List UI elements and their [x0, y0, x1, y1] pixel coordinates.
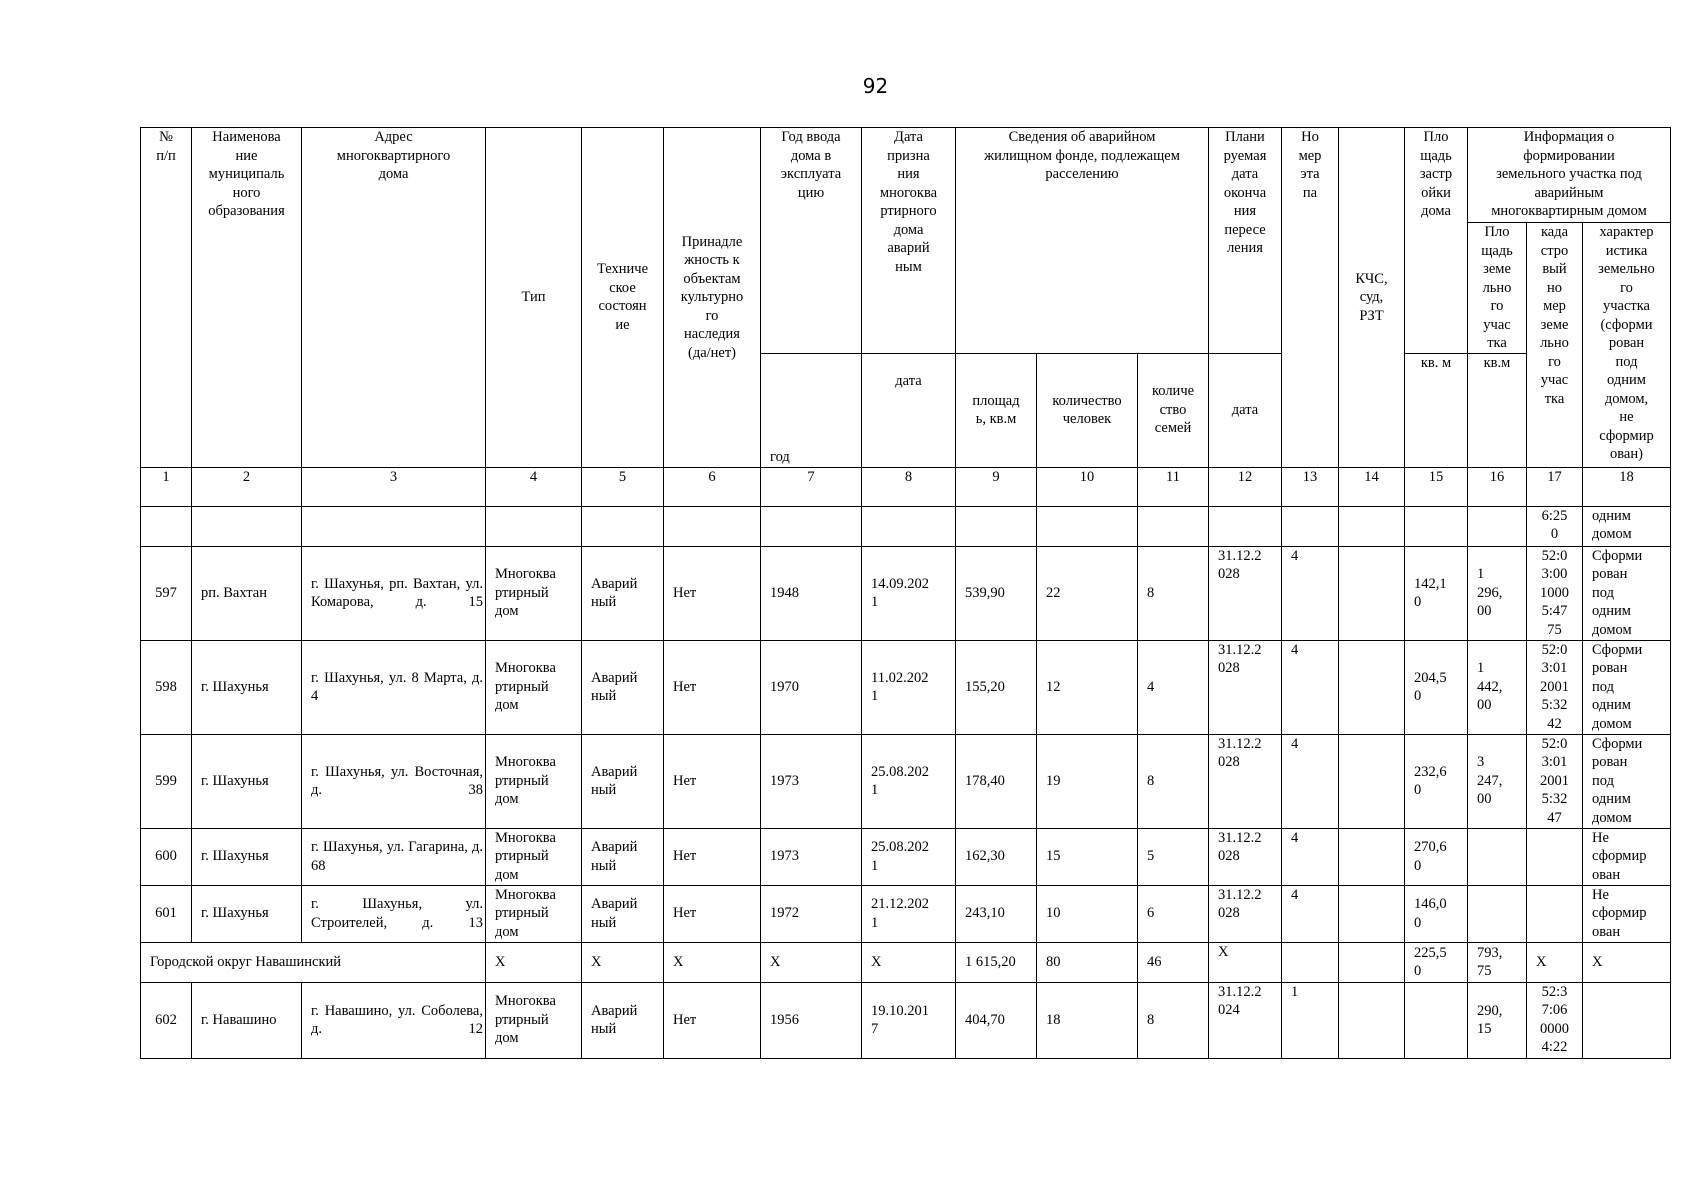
cadastral-number: 52:0 3:01 2001 5:32 47: [1527, 734, 1583, 828]
heritage: Нет: [664, 546, 761, 640]
land-characteristic: Сформи рован под одним домом: [1583, 546, 1671, 640]
land-area: 1 296, 00: [1468, 546, 1527, 640]
address: г. Навашино, ул. Соболева, д. 12: [302, 982, 486, 1058]
column-number: 7: [761, 467, 862, 506]
address: г. Шахунья, рп. Вахтан, ул. Комарова, д. 15: [302, 546, 486, 640]
header-planned-date-sub: дата: [1209, 353, 1282, 467]
technical-state: Аварий ный: [582, 734, 664, 828]
building-area: 146,0 0: [1405, 885, 1468, 942]
table-row: [141, 506, 1671, 546]
emergency-area: 539,90: [956, 546, 1037, 640]
stage-number: 1: [1282, 982, 1339, 1058]
commission-year: 1973: [761, 734, 862, 828]
building-area: 204,5 0: [1405, 640, 1468, 734]
column-number: 3: [302, 467, 486, 506]
header-people-sub: количество человек: [1037, 353, 1138, 467]
header-address: Адрес многоквартирного дома: [302, 128, 486, 468]
cadastral-number: 52:0 3:01 2001 5:32 42: [1527, 640, 1583, 734]
land-characteristic: Сформи рован под одним домом: [1583, 734, 1671, 828]
header-type: Тип: [486, 128, 582, 468]
column-number: 10: [1037, 467, 1138, 506]
land-characteristic-continuation: одним домом: [1583, 506, 1671, 546]
subtotal-label: Городской округ Навашинский: [141, 942, 486, 982]
building-area: 232,6 0: [1405, 734, 1468, 828]
municipality: г. Шахунья: [192, 828, 302, 885]
row-number: 599: [141, 734, 192, 828]
land-area: 3 247, 00: [1468, 734, 1527, 828]
address: г. Шахунья, ул. Строителей, д. 13: [302, 885, 486, 942]
address: г. Шахунья, ул. Гагарина, д. 68: [302, 828, 486, 885]
kchs: [1339, 828, 1405, 885]
table-row: [141, 982, 1671, 1058]
land-characteristic: Сформи рован под одним домом: [1583, 640, 1671, 734]
column-number: 1: [141, 467, 192, 506]
people-count: 15: [1037, 828, 1138, 885]
commission-year: 1970: [761, 640, 862, 734]
land-area: 290, 15: [1468, 982, 1527, 1058]
address: г. Шахунья, ул. Восточная, д. 38: [302, 734, 486, 828]
stage-number: 4: [1282, 734, 1339, 828]
emergency-area: 155,20: [956, 640, 1037, 734]
column-number: 6: [664, 467, 761, 506]
header-technical-state: Техниче ское состоян ие: [582, 128, 664, 468]
family-count: 8: [1138, 546, 1209, 640]
municipality: г. Навашино: [192, 982, 302, 1058]
header-heritage: Принадле жность к объектам культурно го наследия (да/нет): [664, 128, 761, 468]
header-date-sub: дата: [862, 353, 956, 467]
emergency-date: 19.10.201 7: [862, 982, 956, 1058]
planned-date: 31.12.2 028: [1209, 828, 1282, 885]
emergency-date: 14.09.202 1: [862, 546, 956, 640]
technical-state: Аварий ный: [582, 828, 664, 885]
kchs: [1339, 640, 1405, 734]
emergency-date: 21.12.202 1: [862, 885, 956, 942]
municipality: г. Шахунья: [192, 734, 302, 828]
address: г. Шахунья, ул. 8 Марта, д. 4: [302, 640, 486, 734]
kchs: [1339, 734, 1405, 828]
technical-state: Аварий ный: [582, 546, 664, 640]
kchs: [1339, 982, 1405, 1058]
table-row: [141, 828, 1671, 885]
table-row: [141, 546, 1671, 640]
subtotal-area: 1 615,20: [956, 942, 1037, 982]
column-number: 9: [956, 467, 1037, 506]
header-stage: Но мер эта па: [1282, 128, 1339, 468]
subtotal-cell: Х: [582, 942, 664, 982]
land-characteristic: [1583, 982, 1671, 1058]
column-number: 15: [1405, 467, 1468, 506]
column-number: 13: [1282, 467, 1339, 506]
column-number: 2: [192, 467, 302, 506]
subtotal-cell: Х: [862, 942, 956, 982]
family-count: 5: [1138, 828, 1209, 885]
family-count: 8: [1138, 982, 1209, 1058]
stage-number: 4: [1282, 885, 1339, 942]
header-building-area-unit: кв. м: [1405, 353, 1468, 467]
emergency-date: 25.08.202 1: [862, 828, 956, 885]
header-emergency-date: Дата призна ния многоква ртирного дома аварий ным: [862, 128, 956, 354]
column-number: 5: [582, 467, 664, 506]
header-year-sub: год: [761, 353, 862, 467]
emergency-date: 25.08.202 1: [862, 734, 956, 828]
subtotal-land-characteristic: Х: [1583, 942, 1671, 982]
commission-year: 1956: [761, 982, 862, 1058]
planned-date: 31.12.2 028: [1209, 734, 1282, 828]
header-land-characteristic: характер истика земельно го участка (сформи рован под одним домом, не сформир ован): [1583, 223, 1671, 468]
subtotal-row: [141, 942, 1671, 982]
cadastral-number: [1527, 885, 1583, 942]
emergency-area: 404,70: [956, 982, 1037, 1058]
table-row: [141, 734, 1671, 828]
house-type: Многоква ртирный дом: [486, 885, 582, 942]
land-area: 1 442, 00: [1468, 640, 1527, 734]
table-row: [141, 640, 1671, 734]
header-land-info: Информация о формировании земельного участка под аварийным многоквартирным домом: [1468, 128, 1671, 223]
emergency-date: 11.02.202 1: [862, 640, 956, 734]
header-planned-date: Плани руемая дата оконча ния пересе ления: [1209, 128, 1282, 354]
house-type: Многоква ртирный дом: [486, 546, 582, 640]
emergency-area: 243,10: [956, 885, 1037, 942]
kchs: [1339, 546, 1405, 640]
people-count: 22: [1037, 546, 1138, 640]
header-commission-year: Год ввода дома в эксплуата цию: [761, 128, 862, 354]
stage-number: 4: [1282, 546, 1339, 640]
subtotal-cell: Х: [486, 942, 582, 982]
people-count: 12: [1037, 640, 1138, 734]
column-number: 11: [1138, 467, 1209, 506]
header-number: № п/п: [141, 128, 192, 468]
people-count: 19: [1037, 734, 1138, 828]
row-number: 598: [141, 640, 192, 734]
building-area: [1405, 982, 1468, 1058]
commission-year: 1972: [761, 885, 862, 942]
planned-date: 31.12.2 028: [1209, 546, 1282, 640]
heritage: Нет: [664, 734, 761, 828]
table-row: [141, 885, 1671, 942]
house-type: Многоква ртирный дом: [486, 640, 582, 734]
municipality: г. Шахунья: [192, 885, 302, 942]
column-number: 12: [1209, 467, 1282, 506]
building-area: 142,1 0: [1405, 546, 1468, 640]
emergency-area: 178,40: [956, 734, 1037, 828]
header-cadastral: када стро вый но мер земе льно го учас тка: [1527, 223, 1583, 468]
family-count: 4: [1138, 640, 1209, 734]
building-area: 270,6 0: [1405, 828, 1468, 885]
planned-date: 31.12.2 028: [1209, 640, 1282, 734]
heritage: Нет: [664, 828, 761, 885]
cadastral-number: [1527, 828, 1583, 885]
column-number: 14: [1339, 467, 1405, 506]
header-area-sub: площад ь, кв.м: [956, 353, 1037, 467]
technical-state: Аварий ный: [582, 885, 664, 942]
subtotal-cadastral: Х: [1527, 942, 1583, 982]
cadastral-number: 52:3 7:06 0000 4:22: [1527, 982, 1583, 1058]
technical-state: Аварий ный: [582, 640, 664, 734]
house-type: Многоква ртирный дом: [486, 982, 582, 1058]
row-number: 601: [141, 885, 192, 942]
heritage: Нет: [664, 982, 761, 1058]
column-number: 17: [1527, 467, 1583, 506]
family-count: 6: [1138, 885, 1209, 942]
family-count: 8: [1138, 734, 1209, 828]
people-count: 18: [1037, 982, 1138, 1058]
column-number: 18: [1583, 467, 1671, 506]
subtotal-land-area: 793, 75: [1468, 942, 1527, 982]
land-area: [1468, 828, 1527, 885]
row-number: 600: [141, 828, 192, 885]
municipality: г. Шахунья: [192, 640, 302, 734]
row-number: 597: [141, 546, 192, 640]
commission-year: 1948: [761, 546, 862, 640]
emergency-area: 162,30: [956, 828, 1037, 885]
kchs: [1339, 885, 1405, 942]
subtotal-families: 46: [1138, 942, 1209, 982]
stage-number: 4: [1282, 640, 1339, 734]
heritage: Нет: [664, 885, 761, 942]
row-number: 602: [141, 982, 192, 1058]
header-municipality: Наименова ние муниципаль ного образования: [192, 128, 302, 468]
subtotal-cell: Х: [664, 942, 761, 982]
column-number: 8: [862, 467, 956, 506]
subtotal-people: 80: [1037, 942, 1138, 982]
house-type: Многоква ртирный дом: [486, 828, 582, 885]
emergency-housing-table: [140, 127, 1671, 1059]
people-count: 10: [1037, 885, 1138, 942]
column-number: 16: [1468, 467, 1527, 506]
subtotal-planned-date: Х: [1209, 942, 1282, 982]
subtotal-cell: Х: [761, 942, 862, 982]
planned-date: 31.12.2 024: [1209, 982, 1282, 1058]
page-number: 92: [862, 74, 889, 98]
cadastral-number: 52:0 3:00 1000 5:47 75: [1527, 546, 1583, 640]
land-area: [1468, 885, 1527, 942]
stage-number: 4: [1282, 828, 1339, 885]
land-characteristic: Не сформир ован: [1583, 828, 1671, 885]
header-kchs: КЧС, суд, РЗТ: [1339, 128, 1405, 468]
heritage: Нет: [664, 640, 761, 734]
land-characteristic: Не сформир ован: [1583, 885, 1671, 942]
header-emergency-fund: Сведения об аварийном жилищном фонде, подлежащем расселению: [956, 128, 1209, 354]
header-land-area: Пло щадь земе льно го учас тка: [1468, 223, 1527, 354]
header-land-area-unit: кв.м: [1468, 353, 1527, 467]
municipality: рп. Вахтан: [192, 546, 302, 640]
commission-year: 1973: [761, 828, 862, 885]
column-number: 4: [486, 467, 582, 506]
cadastral-continuation: 6:25 0: [1527, 506, 1583, 546]
header-building-area: Пло щадь застр ойки дома: [1405, 128, 1468, 354]
house-type: Многоква ртирный дом: [486, 734, 582, 828]
header-families-sub: количе ство семей: [1138, 353, 1209, 467]
subtotal-building-area: 225,5 0: [1405, 942, 1468, 982]
planned-date: 31.12.2 028: [1209, 885, 1282, 942]
technical-state: Аварий ный: [582, 982, 664, 1058]
